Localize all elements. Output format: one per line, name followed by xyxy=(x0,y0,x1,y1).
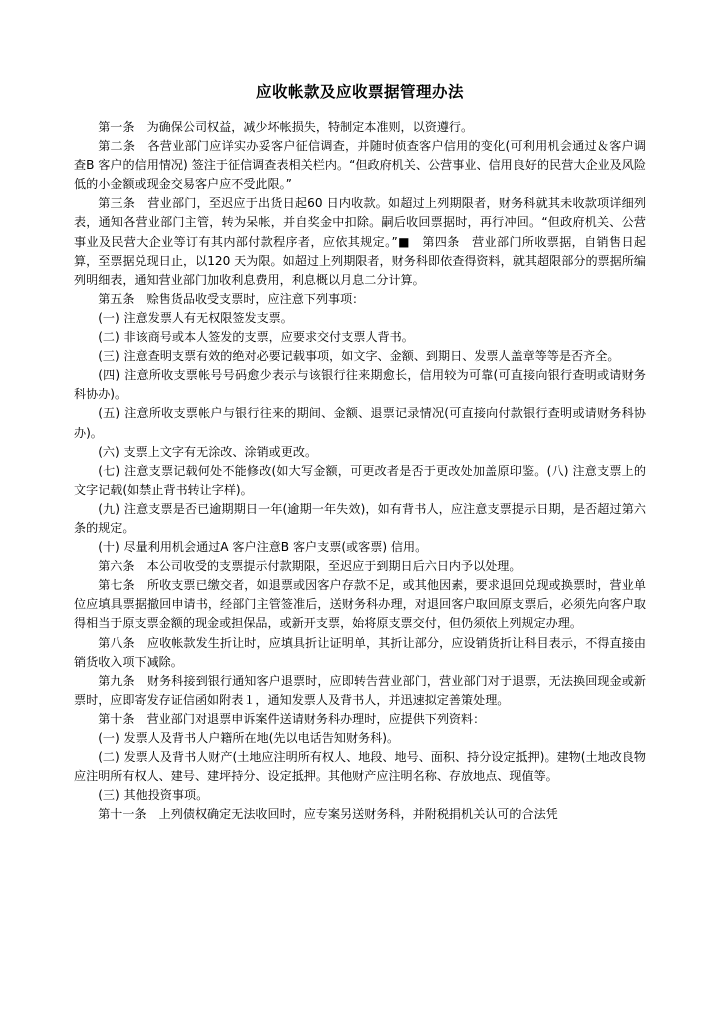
paragraph: 第七条 所收支票已缴交者，如退票或因客户存款不足，或其他因素，要求退回兑现或换票时，营业单位应填具票据撤回申请书，经部门主管签准后，送财务科办理，对退回客户取回原支票后，必须先向客户取得相当于原支票金额的现金或担保品，或新开支票，始将原支票交付，但仍须依上列规定办理。 xyxy=(74,578,646,631)
paragraph: (二) 发票人及背书人财产(土地应注明所有权人、地段、地号、面积、持分设定抵押)。建物(土地改良物 应注明所有权人、建号、建坪持分、设定抵押。其他财产应注明名称、存放地点、现值等。 xyxy=(74,750,646,784)
page-title: 应收帐款及应收票据管理办法 xyxy=(255,83,464,101)
paragraph: 第二条 各营业部门应详实办妥客户征信调查，并随时侦查客户信用的变化(可利用机会通过＆客户调查B 客户的信用情况) 签注于征信调查表相关栏内。“但政府机关、公营事业、信用良好的民营大企业及风险低的小金额或现金交易客户应不受此限。” xyxy=(74,139,646,192)
paragraph: 第九条 财务科接到银行通知客户退票时，应即转告营业部门，营业部门对于退票，无法换回现金或新票时，应即寄发存证信函如附表１，通知发票人及背书人，并迅速拟定善策处理。 xyxy=(74,673,646,707)
paragraph: (一) 注意发票人有无权限签发支票。 xyxy=(98,310,293,325)
paragraph: (九) 注意支票是否已逾期期日一年(逾期一年失效)，如有背书人，应注意支票提示日期，是否超过第六条的规定。 xyxy=(74,501,646,535)
paragraph: 第六条 本公司收受的支票提示付款期限，至迟应于到期日后六日内予以处理。 xyxy=(98,559,522,574)
document-body xyxy=(74,118,646,824)
paragraph: (六) 支票上文字有无涂改、涂销或更改。 xyxy=(98,444,318,459)
paragraph: (三) 注意查明支票有效的绝对必要记载事项，如文字、金额、到期日、发票人盖章等等是否齐全。 xyxy=(98,349,620,364)
paragraph: (五) 注意所收支票帐户与银行往来的期间、金额、退票记录情况(可直接向付款银行查明或请财务科协办)。 xyxy=(74,406,646,440)
paragraph: 第十条 营业部门对退票申诉案件送请财务科办理时，应提供下列资料： xyxy=(98,711,486,726)
paragraph: 第一条 为确保公司权益，减少坏帐损失，特制定本准则，以资遵行。 xyxy=(98,120,474,134)
paragraph: (二) 非该商号或本人签发的支票，应要求交付支票人背书。 xyxy=(98,330,414,345)
paragraph: (三) 其他投资事项。 xyxy=(98,788,209,803)
paragraph: 第五条 赊售货品收受支票时，应注意下列事项： xyxy=(98,291,365,306)
paragraph: 第十一条 上列债权确定无法收回时，应专案另送财务科，并附税捐机关认可的合法凭 xyxy=(98,807,558,822)
paragraph: (四) 注意所收支票帐号号码愈少表示与该银行往来期愈长，信用较为可靠(可直接向银行查明或请财务科协办)。 xyxy=(74,368,646,402)
paragraph: (七) 注意支票记载何处不能修改(如大写金额，可更改者是否于更改处加盖原印鉴。(八) 注意支票上的文字记载(如禁止背书转让字样)。 xyxy=(74,463,646,497)
paragraph: 第八条 应收帐款发生折让时，应填具折让证明单，其折让部分，应设销货折让科目表示，不得直接由销货收入项下减除。 xyxy=(74,635,646,669)
paragraph: (一) 发票人及背书人户籍所在地(先以电话告知财务科)。 xyxy=(98,731,400,745)
paragraph: (十) 尽量利用机会通过A 客户注意B 客户支票(或客票) 信用。 xyxy=(98,540,428,555)
paragraph: 第三条 营业部门，至迟应于出货日起60 日内收款。如超过上列期限者，财务科就其未收款项详细列表，通知各营业部门主管，转为呆帐，并自奖金中扣除。嗣后收回票据时，再行冲回。“但政府机关、公营事业及民营大企业等订有其内部付款程序者，应依其规定。”■ 第四条 营业部门所收票据，自销售日起算，至票据兑现日止，以120 天为限。如超过上列期限者，财务科即依查得资料，就其超限部分的票据所编列明细表，通知营业部门加收利息费用，利息概以月息二分计算。 xyxy=(74,196,646,287)
